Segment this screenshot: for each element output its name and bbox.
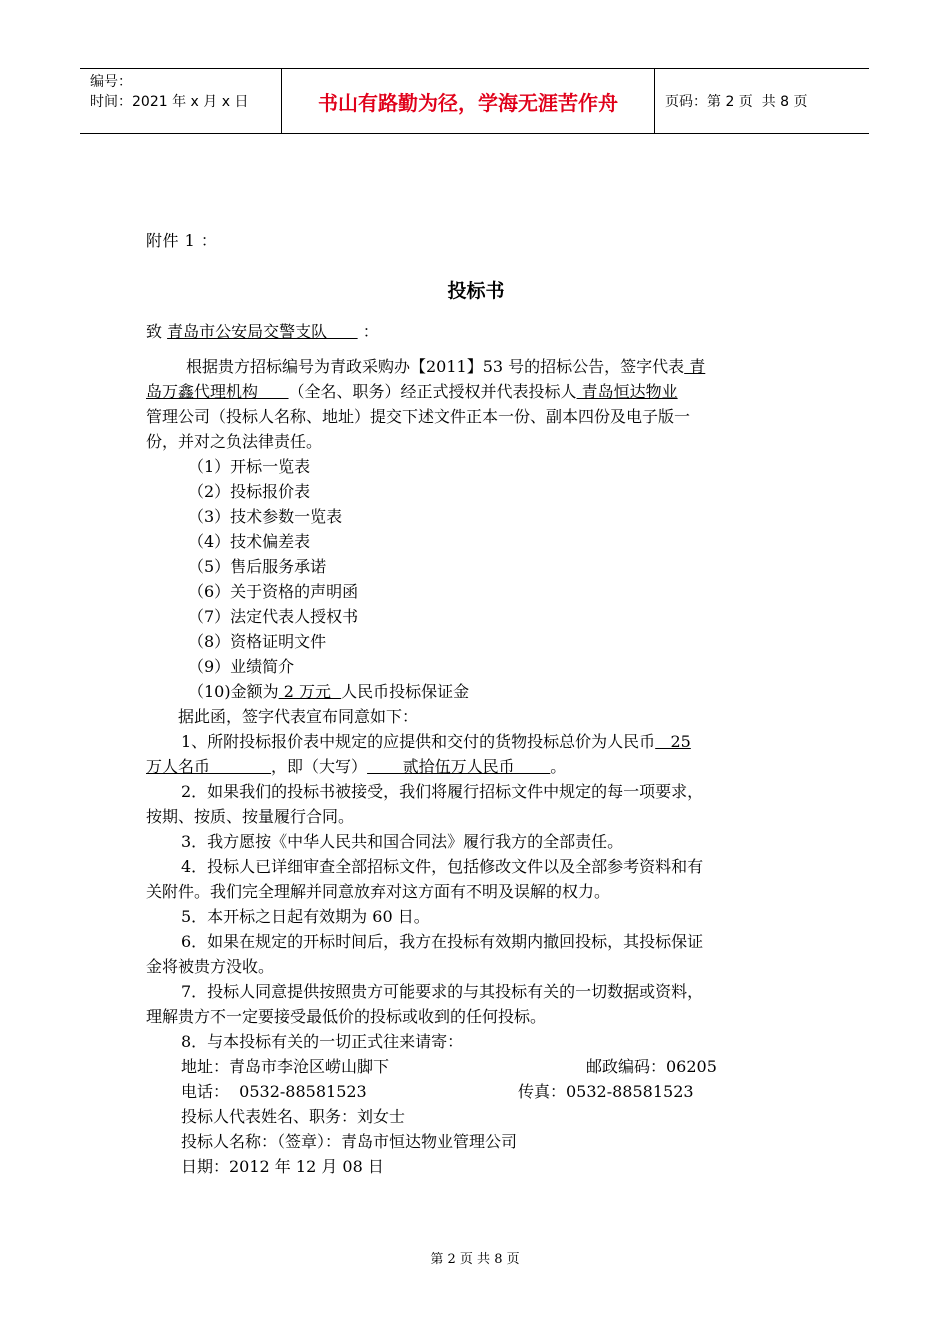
declaration-line: 据此函，签字代表宣布同意如下： bbox=[178, 707, 419, 726]
header-motto: 书山有路勤为径，学海无涯苦作舟 bbox=[282, 69, 655, 133]
p1-text-a: 根据贵方招标编号为青政采购办【2011】53 号的招标公告，签字代表 bbox=[186, 357, 685, 376]
list-item: （9）业绩简介 bbox=[188, 657, 295, 676]
total-price-2: 万人名币 bbox=[146, 757, 272, 776]
clause-3: 3．我方愿按《中华人民共和国合同法》履行我方的全部责任。 bbox=[181, 832, 624, 851]
paragraph-1-line-4: 份，并对之负法律责任。 bbox=[146, 432, 323, 451]
clause-8: 8．与本投标有关的一切正式往来请寄： bbox=[181, 1032, 464, 1051]
paragraph-1-line-1 bbox=[146, 354, 806, 379]
date-line: 日期：2012 年 12 月 08 日 bbox=[181, 1157, 384, 1176]
attachment-label: 附件 1 ： bbox=[146, 231, 218, 250]
clause-2-line-1: 2．如果我们的投标书被接受，我们将履行招标文件中规定的每一项要求， bbox=[181, 782, 704, 801]
list-item: （6）关于资格的声明函 bbox=[188, 582, 359, 601]
list-item: （8）资格证明文件 bbox=[188, 632, 327, 651]
total-price-1: 25 bbox=[655, 732, 691, 751]
c1-text-b: ，即（大写） bbox=[271, 757, 368, 776]
address-row bbox=[146, 1054, 806, 1079]
list-item-10 bbox=[146, 679, 806, 704]
phone-row bbox=[146, 1079, 806, 1104]
header-left-cell bbox=[80, 69, 282, 133]
postcode-text: 邮政编码：06205 bbox=[586, 1057, 717, 1076]
number-label: 编号： bbox=[90, 74, 132, 90]
document-title: 投标书 bbox=[447, 280, 505, 302]
clause-4-line-2: 关附件。我们完全理解并同意放弃对这方面有不明及误解的权力。 bbox=[146, 882, 611, 901]
phone-text: 电话： 0532-88581523 bbox=[181, 1082, 367, 1101]
addressee-suffix: ： bbox=[357, 322, 379, 341]
clause-6-line-2: 金将被贵方没收。 bbox=[146, 957, 275, 976]
document-body bbox=[146, 228, 806, 1179]
page-footer bbox=[0, 1248, 950, 1267]
item10-text-b: 人民币投标保证金 bbox=[341, 682, 470, 701]
clause-1-line-1 bbox=[146, 729, 806, 754]
addressee-prefix: 致 bbox=[146, 322, 168, 341]
addressee-name: 青岛市公安局交警支队 bbox=[167, 322, 358, 341]
bidder-signature-line: 投标人名称：（签章）：青岛市恒达物业管理公司 bbox=[181, 1132, 518, 1151]
list-item: （3）技术参数一览表 bbox=[188, 507, 343, 526]
c1-text-c: 。 bbox=[550, 757, 567, 776]
clause-7-line-2: 理解贵方不一定要接受最低价的投标或收到的任何投标。 bbox=[146, 1007, 547, 1026]
clause-6-line-1: 6．如果在规定的开标时间后，我方在投标有效期内撤回投标，其投标保证 bbox=[181, 932, 704, 951]
representative-line: 投标人代表姓名、职务：刘女士 bbox=[181, 1107, 406, 1126]
clause-2-line-2: 按期、按质、按量履行合同。 bbox=[146, 807, 355, 826]
list-item: （1）开标一览表 bbox=[188, 457, 311, 476]
fax-text: 传真：0532-88581523 bbox=[518, 1082, 694, 1101]
page-info-text: 页码：第 2 页 共 8 页 bbox=[665, 94, 808, 110]
signing-rep-2: 岛万鑫代理机构 bbox=[146, 382, 289, 401]
clause-4-line-1: 4．投标人已详细审查全部招标文件，包括修改文件以及全部参考资料和有 bbox=[181, 857, 704, 876]
item10-text-a: （10)金额为 bbox=[188, 682, 279, 701]
list-item: （5）售后服务承诺 bbox=[188, 557, 327, 576]
paragraph-1-line-3: 管理公司（投标人名称、地址）提交下述文件正本一份、副本四份及电子版一 bbox=[146, 407, 691, 426]
list-item: （7）法定代表人授权书 bbox=[188, 607, 359, 626]
header-page-info bbox=[655, 69, 869, 133]
address-text: 地址：青岛市李沧区崂山脚下 bbox=[181, 1057, 390, 1076]
clause-5: 5．本开标之日起有效期为 60 日。 bbox=[181, 907, 430, 926]
deposit-amount: 2 万元 bbox=[278, 682, 342, 701]
footer-page-number: 第 2 页 共 8 页 bbox=[430, 1252, 520, 1267]
c1-text-a: 1、所附投标报价表中规定的应提供和交付的货物投标总价为人民币 bbox=[181, 732, 656, 751]
signing-rep-1: 青 bbox=[684, 357, 706, 376]
list-item: （4）技术偏差表 bbox=[188, 532, 311, 551]
list-item: （2）投标报价表 bbox=[188, 482, 311, 501]
addressee-line bbox=[146, 319, 806, 344]
clause-1-line-2 bbox=[146, 754, 806, 779]
page-header bbox=[80, 68, 869, 134]
total-price-words: 贰拾伍万人民币 bbox=[367, 757, 551, 776]
clause-7-line-1: 7．投标人同意提供按照贵方可能要求的与其投标有关的一切数据或资料， bbox=[181, 982, 704, 1001]
paragraph-1-line-2 bbox=[146, 379, 806, 404]
p1-text-b: （全名、职务）经正式授权并代表投标人 bbox=[288, 382, 577, 401]
time-label: 时间：2021 年 x 月 x 日 bbox=[90, 94, 249, 110]
bidder-name-1: 青岛恒达物业 bbox=[576, 382, 678, 401]
